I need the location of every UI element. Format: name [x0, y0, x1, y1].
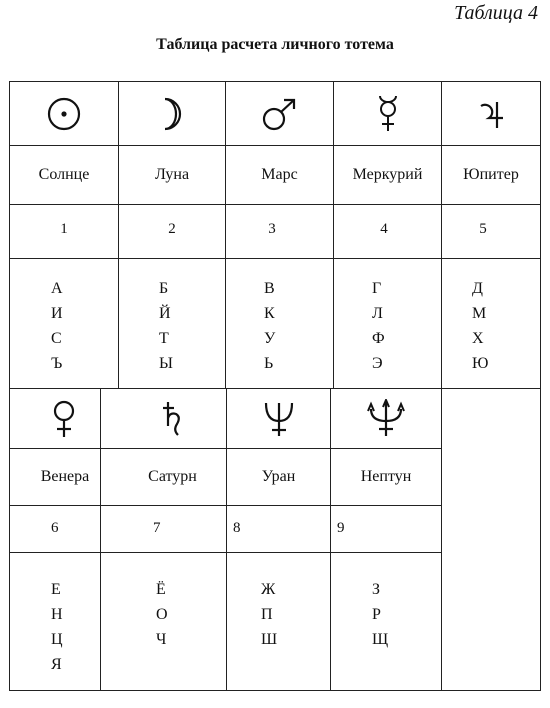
moon-symbol-icon	[119, 82, 225, 145]
letter: Т	[159, 330, 169, 347]
letters-list	[159, 276, 173, 376]
letter: З	[372, 581, 381, 598]
letter: Ш	[261, 631, 278, 648]
planet-name: Сатурн	[148, 468, 197, 485]
planet-name: Венера	[40, 468, 90, 485]
planet-number: 5	[479, 221, 487, 237]
letters-list	[264, 276, 275, 376]
jupiter-symbol-icon	[442, 82, 540, 145]
saturn-symbol-icon	[119, 389, 226, 448]
planet-name: Марс	[261, 166, 298, 183]
letter: Х	[472, 330, 484, 347]
planet-name: Нептун	[360, 468, 412, 485]
letter: П	[261, 606, 273, 623]
table-label: Таблица 4	[454, 2, 538, 24]
letters-list	[156, 577, 168, 652]
letters-list	[51, 577, 63, 677]
planet-number: 8	[233, 520, 241, 536]
letter: Ь	[264, 355, 274, 372]
letter: К	[264, 305, 275, 322]
planet-name: Луна	[154, 166, 190, 183]
planet-number: 7	[153, 520, 161, 536]
letter: С	[51, 330, 62, 347]
planet-number: 6	[51, 520, 59, 536]
letter: Ё	[156, 581, 166, 598]
letter: Э	[372, 355, 383, 372]
planet-number: 4	[380, 221, 388, 237]
letters-list	[51, 276, 63, 376]
letter: Ц	[51, 631, 63, 648]
planet-number: 3	[268, 221, 276, 237]
planet-name: Меркурий	[352, 166, 423, 183]
letter: М	[472, 305, 487, 322]
mercury-symbol-icon	[334, 82, 441, 145]
page-title: Таблица расчета личного тотема	[156, 36, 394, 53]
letter: Ю	[472, 355, 489, 372]
letter: В	[264, 280, 275, 297]
letter: Н	[51, 606, 63, 623]
letter: Щ	[372, 631, 389, 648]
uranus-symbol-icon	[227, 389, 330, 448]
letter: Й	[159, 305, 171, 322]
letter: Б	[159, 280, 169, 297]
letter: Л	[372, 305, 383, 322]
letter: Р	[372, 606, 381, 623]
letters-list	[261, 577, 277, 652]
letter: Ф	[372, 330, 385, 347]
letter: Я	[51, 656, 62, 673]
letter: Д	[472, 280, 483, 297]
letter: Ч	[156, 631, 167, 648]
sun-symbol-icon	[10, 82, 118, 145]
letter: Е	[51, 581, 61, 598]
letter: Ы	[159, 355, 173, 372]
planet-number: 2	[168, 221, 176, 237]
planet-name: Уран	[261, 468, 296, 485]
planet-number: 9	[337, 520, 345, 536]
letter: Г	[372, 280, 382, 297]
planet-number: 1	[60, 221, 68, 237]
letter: Ж	[261, 581, 276, 598]
letter: Ъ	[51, 355, 63, 372]
letters-list	[372, 577, 388, 652]
planet-name: Юпитер	[463, 166, 519, 183]
letters-list	[472, 276, 488, 376]
venus-symbol-icon	[10, 389, 118, 448]
letter: И	[51, 305, 63, 322]
letters-list	[372, 276, 385, 376]
letter: У	[264, 330, 276, 347]
neptune-symbol-icon	[331, 389, 441, 448]
letter: А	[51, 280, 63, 297]
mars-symbol-icon	[226, 82, 333, 145]
planet-name: Солнце	[38, 166, 90, 183]
letter: О	[156, 606, 168, 623]
